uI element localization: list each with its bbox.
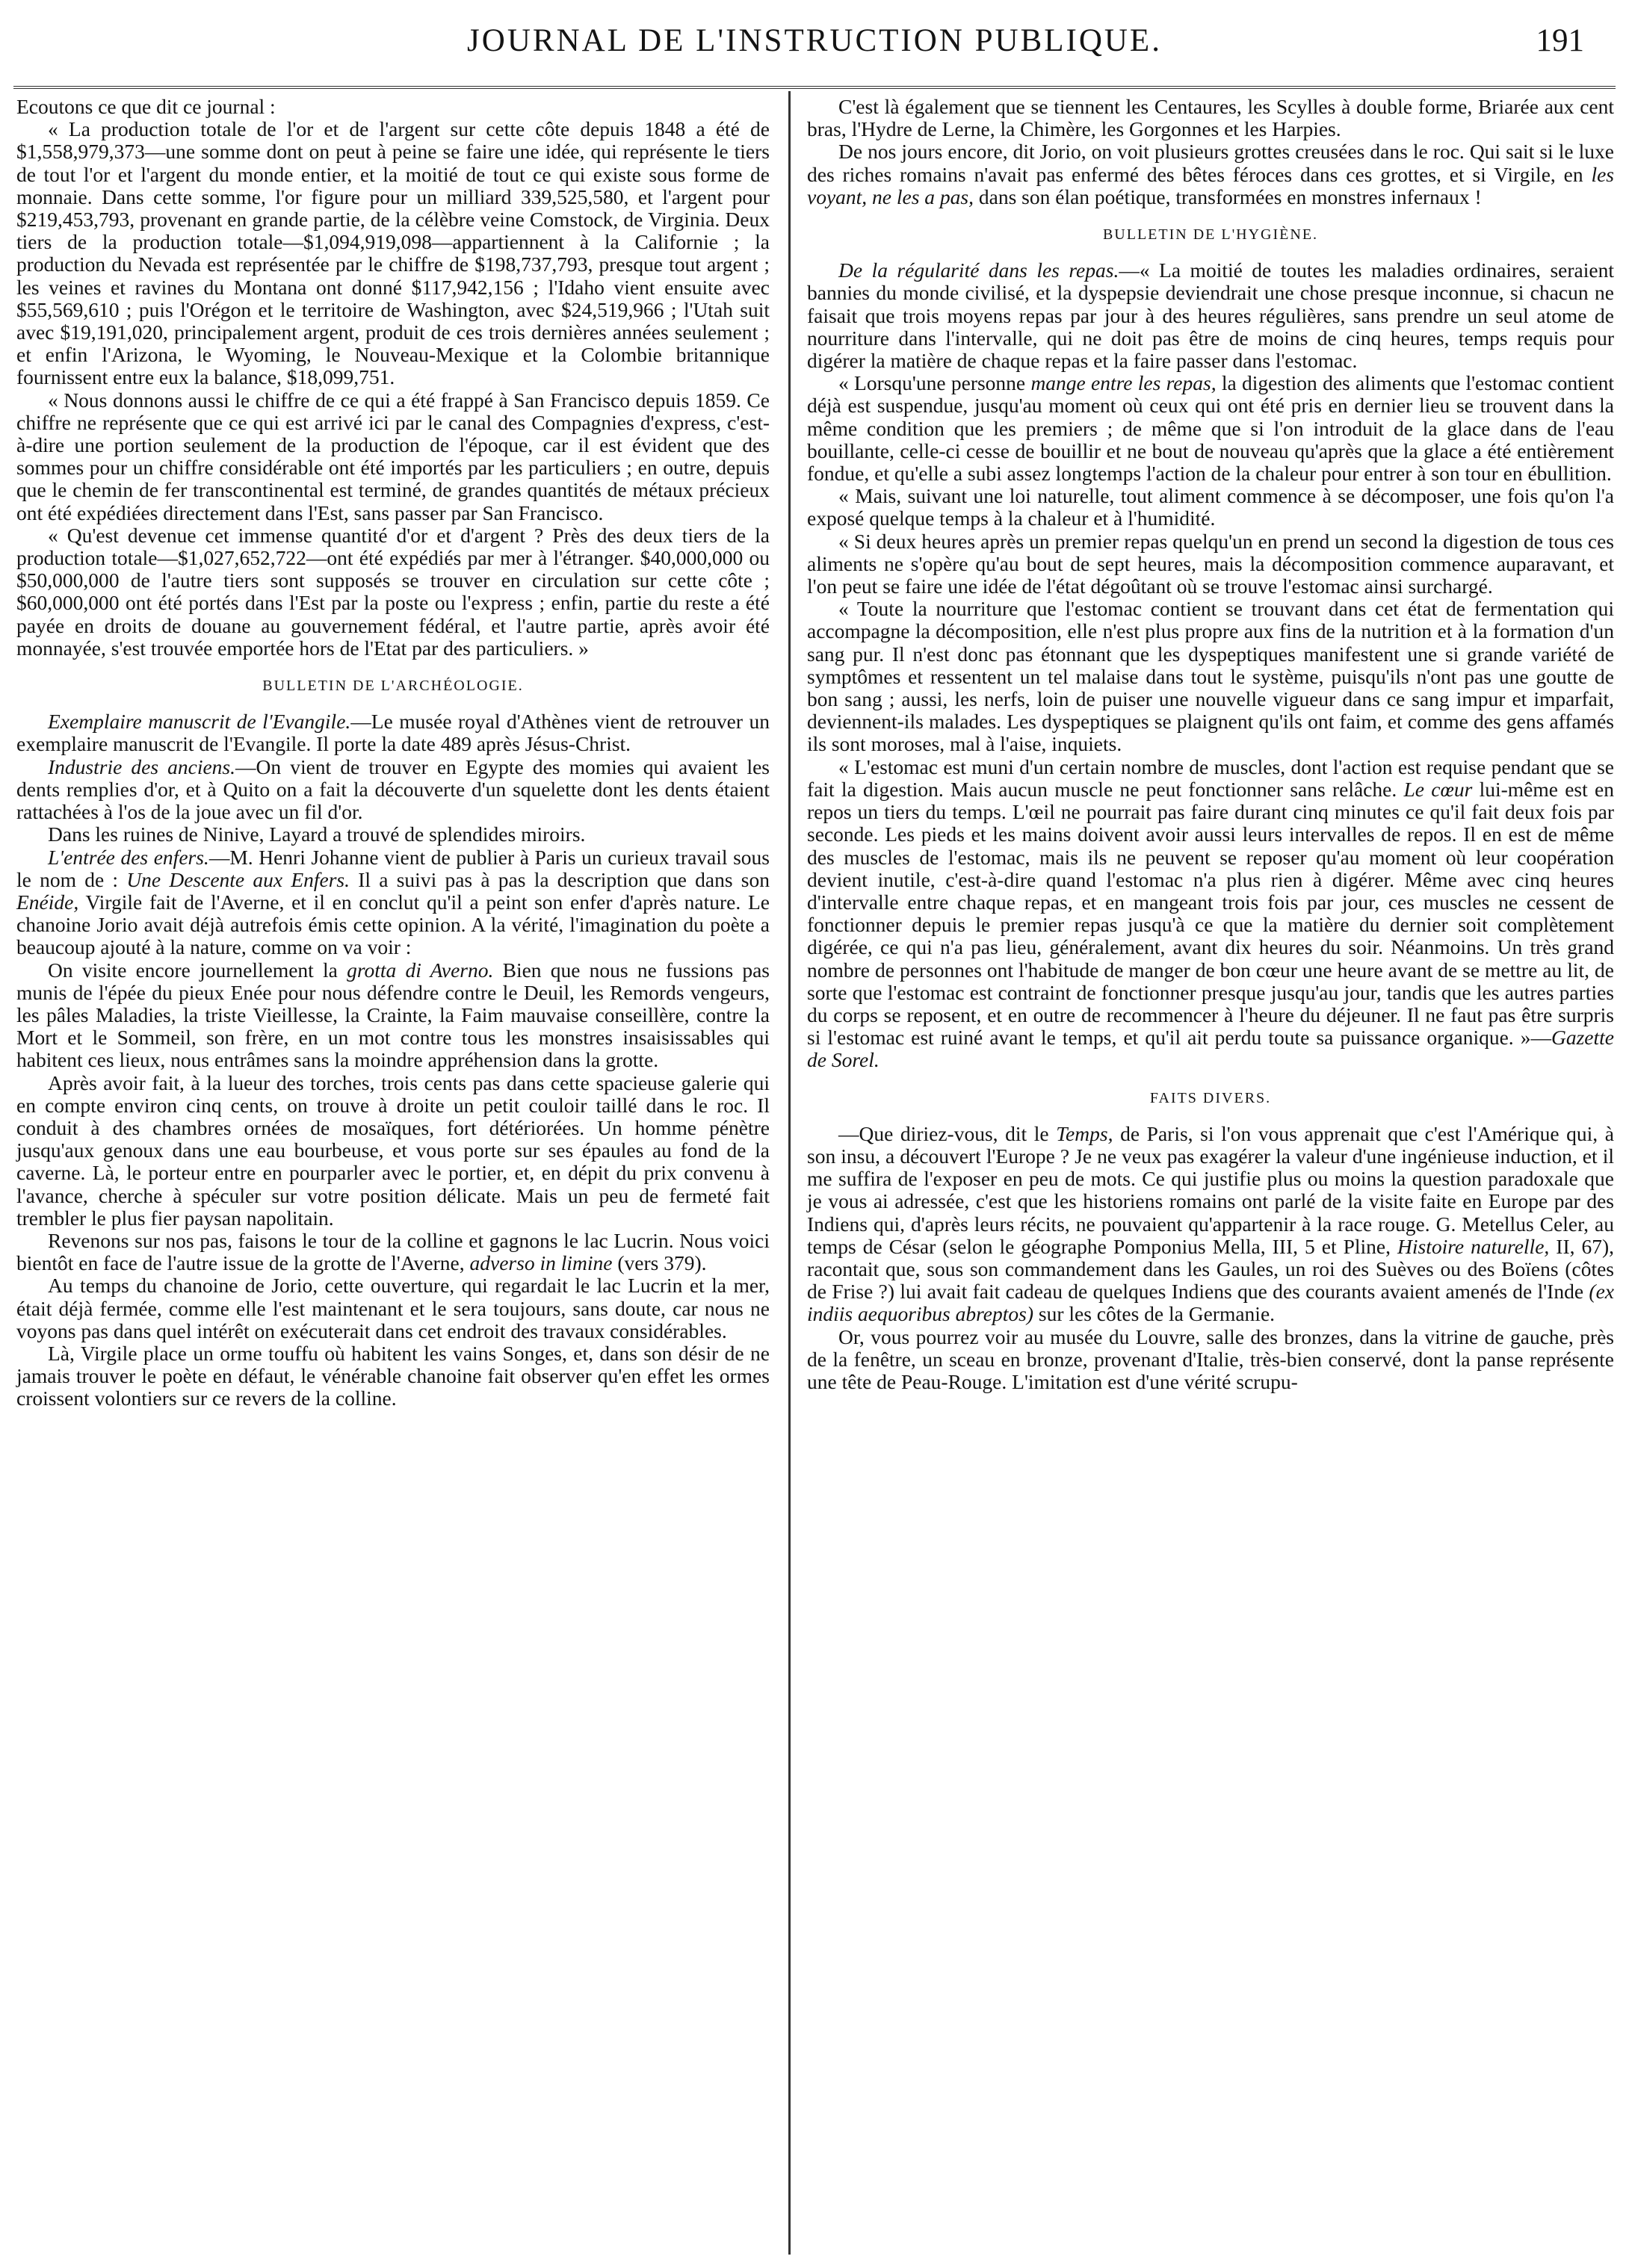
journal-title: JOURNAL DE L'INSTRUCTION PUBLIQUE. (467, 23, 1162, 58)
newspaper-name: Temps, (1056, 1121, 1113, 1145)
column-divider (788, 91, 791, 2255)
item-title: Exemplaire manuscrit de l'Evangile. (48, 710, 351, 734)
item-text: Bien que nous ne fussions pas munis de l'épée du pieux Enée pour nous défendre contre le Deuil, les Remords vengeurs, les pâles Maladies, la triste Vieillesse, la Crainte, la Faim mauvaise conseillère, contre la Mort et le Sommeil, son frère, en un mot contre tous les monstres insaisissables qui habitent ces lieux, nous entrâmes sans la moindre appréhension dans la grotte. (16, 958, 770, 1072)
paragraph: Là, Virgile place un orme touffu où habitent les vains Songes, et, dans son désir de ne jamais trouver le poète en défaut, le vénérable chanoine fait observer qu'en effet les ormes croissent volontiers sur ce revers de la colline. (16, 1341, 770, 1410)
paragraph: « Mais, suivant une loi naturelle, tout aliment commence à se décomposer, une fois qu'on l'a exposé quelque temps à la chaleur et à l'humidité. (807, 484, 1614, 530)
item-text: (vers 379). (617, 1251, 707, 1275)
item-text: « Lorsqu'une personne (838, 371, 1026, 395)
source-citation: Gazette de Sorel. (807, 1026, 1614, 1072)
paragraph: « La production totale de l'or et de l'argent sur cette côte depuis 1848 a été de $1,558,979,373—une somme dont on peut à peine se faire une idée, qui représente le tiers de tout l'or et l'argent du monde entier, et la moitié de tout ce qui existe sous forme de monnaie. Dans cette somme, l'or figure pour un milliard 339,525,580, et l'argent pour $219,453,793, provenant en grande partie, de la célèbre veine Comstock, de Virginia. Deux tiers de la production totale—$1,094,919,098—appartiennent à la Californie ; la production du Nevada est représentée par le chiffre de $198,737,793, presque tout argent ; les veines et ravines du Montana ont donné $117,942,156 ; l'Idaho vient ensuite avec $55,569,610 ; puis l'Orégon et le territoire de Washington, avec $24,519,966 ; l'Utah suit avec $19,191,020, principalement argent, produit de ces trois dernières années seulement ; et enfin l'Arizona, le Wyoming, le Nouveau-Mexique et la Colombie britannique fournissent entre eux la balance, $18,099,751. (16, 117, 770, 389)
item-text: « L'estomac est muni d'un certain nombre de muscles, dont l'action est requise pendant que se fait la digestion. Mais aucun muscle ne peut fonctionner sans relâche. (807, 755, 1614, 801)
work-title: Histoire naturelle, (1397, 1234, 1550, 1258)
paragraph: « Qu'est devenue cet immense quantité d'or et d'argent ? Près des deux tiers de la production totale—$1,027,652,722—ont été expédiés par mer à l'étranger. $40,000,000 ou $50,000,000 de l'autre tiers sont supposés se trouver en circulation sur cette côte ; $60,000,000 ont été portés dans l'Est par la poste ou l'express ; enfin, partie du reste a été payée en droits de douane au gouvernement fédéral, et l'autre partie, après avoir été monnayée, s'est trouvée emportée hors de l'Etat par des particuliers. » (16, 523, 770, 660)
paragraph: Après avoir fait, à la lueur des torches, trois cents pas dans cette spacieuse galerie qui en compte environ cinq cents, on trouve à droite un petit couloir taillé dans le roc. Il conduit à des chambres ornées de mosaïques, fort détériorées. Un homme pénètre jusqu'aux genoux dans une eau bourbeuse, et vous porte sur ses épaules au fond de la caverne. Là, le porteur entre en pourparler avec le portier, et, en dépit du prix convenu à l'avance, cherche à spéculer sur votre position délicate. Mais un peu de fermeté fait trembler le plus fier paysan napolitain. (16, 1071, 770, 1230)
item-title: L'entrée des enfers. (48, 845, 209, 869)
item-text: de Paris, si l'on vous apprenait que c'est l'Amérique qui, à son insu, a découvert l'Europe ? Je ne veux pas exagérer la valeur d'une ingénieuse induction, et il me suffira de l'exposer en peu de mots. Ce qui justifie plus ou moins la question paradoxale que je vous ai adressée, c'est que les historiens romains ont parlé de la visite faite en Europe par des Indiens qui, d'après leurs récits, ne pouvaient qu'appartenir à la race rouge. G. Metellus Celer, au temps de César (selon le géographe Pomponius Mella, III, 5 et Pline, (807, 1121, 1615, 1258)
paragraph (16, 1230, 770, 1274)
paragraph (807, 1123, 1614, 1326)
item-emphasis: mange entre les repas, (1030, 371, 1217, 395)
item-emphasis: Le cœur (1403, 777, 1473, 801)
item-text: Virgile fait de l'Averne, et il en conclut qu'il a peint son enfer d'après nature. Le chanoine Jorio avait déjà autrefois émis cette opinion. A la vérité, l'imagination du poète a beaucoup ajouté à la nature, comme on va voir : (16, 890, 770, 959)
work-title: Enéide, (16, 890, 79, 914)
paragraph (807, 259, 1614, 372)
paragraph (16, 710, 770, 755)
section-heading-hygiene: BULLETIN DE L'HYGIÈNE. (1102, 226, 1319, 244)
paragraph (807, 372, 1614, 485)
paragraph (807, 756, 1614, 1072)
latin-quote: adverso in limine (469, 1251, 613, 1275)
paragraph (16, 846, 770, 959)
paragraph: « Toute la nourriture que l'estomac contient se trouvant dans cet état de fermentation qui accompagne la décomposition, elle n'est plus propre aux fins de la nutrition et à la formation d'un sang pur. Il n'est donc pas étonnant que les dyspeptiques manifestent une si grande variété de symptômes et ressentent un tel malaise dans tout le système, puisqu'ils n'ont pas une goutte de bon sang ; aussi, les nerfs, loin de puiser une nouvelle vigueur dans ce sang impur et imparfait, deviennent-ils malades. Les dyspeptiques se plaignent qu'ils ont faim, et comme des gens affamés ils sont moroses, mal à l'aise, inquiets. (807, 597, 1614, 756)
header-rule (13, 86, 1616, 89)
item-text: lui-même est en repos un tiers du temps. L'œil ne pourrait pas faire durant cinq minutes ce qu'il fait deux fois par seconde. Les pieds et les mains doivent avoir aussi leurs intervalles de repos. Il en est de même des muscles de l'estomac, mais ils ne peuvent se reposer qu'au moment où leur coopération devient inutile, c'est-à-dire quand l'estomac n'a plus rien à digérer. Même avec cinq heures d'intervalle entre chaque repas, et en mangeant trois fois par jour, ces muscles ne cessent de fonctionner depuis le premier repas jusqu'à ce que la matière du dernier soit complètement digérée, ce qui n'a pas lieu, généralement, avant dix heures du soir. Néanmoins. Un très grand nombre de personnes ont l'habitude de manger de bon cœur une heure avant de se mettre au lit, de sorte que l'estomac est contraint de fonctionner presque jusqu'au jour, tandis que les autres parties du corps se reposent, et en outre de recommencer à l'heure du déjeuner. Il ne faut pas être surpris si l'estomac est ruiné avant le temps, et qu'il ait perdu toute sa puissance organique. »— (807, 777, 1615, 1050)
right-column (807, 96, 1614, 1393)
paragraph (16, 756, 770, 824)
paragraph: « Nous donnons aussi le chiffre de ce qui a été frappé à San Francisco depuis 1859. Ce chiffre ne représente que ce qui est arrivé ici par le canal des Compagnies d'express, c'est-à-dire une portion seulement de la production de l'époque, car il est évident que des sommes pour un chiffre considérable ont été importés par les particuliers ; en outre, depuis que le chemin de fer transcontinental est terminé, de grandes quantités de métaux précieux ont été expédiées directement dans l'Est, sans passer par San Francisco. (16, 388, 770, 524)
item-text: —« La moitié de toutes les maladies ordinaires, seraient bannies du monde civilisé, et la dyspepsie deviendrait une chose presque inconnue, si chacun ne faisait que trois moyens repas par jour à des heures régulières, sans prendre un seul atome de nourriture dans l'intervalle, qui ne doit pas être de moins de cinq heures, temps requis pour digérer la matière de chaque repas et la faire passer dans l'estomac. (807, 258, 1614, 373)
paragraph: Or, vous pourrez voir au musée du Louvre, salle des bronzes, dans la vitrine de gauche, près de la fenêtre, un sceau en bronze, provenant d'Italie, très-bien conservé, dont la panse représente une tête de Peau-Rouge. L'imitation est d'une vérité scrupu- (807, 1324, 1614, 1393)
item-text: dans son élan poétique, transformées en monstres infernaux ! (978, 185, 1482, 208)
item-text: Il a suivi pas à pas la description que dans son (358, 867, 770, 891)
section-heading-archeologie: BULLETIN DE L'ARCHÉOLOGIE. (262, 678, 524, 695)
item-text: De nos jours encore, dit Jorio, on voit plusieurs grottes creusées dans le roc. Qui sait si le luxe des riches romains n'avait pas enfermé des bêtes féroces dans ces grottes, et si Virgile, en (807, 140, 1614, 186)
item-text: II, 67), racontait que, sous son commandement dans les Gaules, un roi des Suèves ou des Boïens (côtes de Frise ?) lui avait fait cadeau de quelques Indiens que des courants avaient amenés de l'Inde (807, 1234, 1615, 1304)
item-text: la digestion des aliments que l'estomac contient déjà est suspendue, jusqu'au moment où ceux qui ont été pris en dernier lieu se trouvent dans la même condition que les premiers ; de même que si l'on introduit de la glace dans de l'eau bouillante, celle-ci cesse de bouillir et ne bout de nouveau qu'après que la glace a été entièrement fondue, et qu'elle a subi assez longtemps l'action de la chaleur pour entrer à son tour en ébullition. (807, 371, 1615, 486)
latin-quote: (ex indiis aequoribus abreptos) (807, 1280, 1614, 1326)
paragraph: Dans les ruines de Ninive, Layard a trouvé de splendides miroirs. (48, 822, 586, 846)
item-text: —Le musée royal d'Athènes vient de retrouver un exemplaire manuscrit de l'Evangile. Il porte la date 489 après Jésus-Christ. (16, 710, 770, 756)
place-name: grotta di Averno. (347, 958, 494, 982)
paragraph: Ecoutons ce que dit ce journal : (16, 95, 276, 118)
left-column (16, 96, 770, 1410)
item-emphasis: les voyant, ne les a pas, (807, 162, 1615, 208)
page-number: 191 (1536, 23, 1584, 58)
paragraph (16, 959, 770, 1072)
item-text: sur les côtes de la Germanie. (1038, 1302, 1276, 1326)
work-title: Une Descente aux Enfers. (126, 867, 350, 891)
item-text: —M. Henri Johanne vient de publier à Paris un curieux travail sous le nom de : (16, 845, 770, 891)
paragraph: « Si deux heures après un premier repas quelqu'un en prend un second la digestion de tous ces aliments ne s'opère qu'au bout de sept heures, mais la décomposition commence auparavant, et l'on peut se faire une idée de l'état dégoûtant où se trouve l'estomac ainsi surchargé. (807, 529, 1614, 598)
item-title: De la régularité dans les repas. (838, 258, 1119, 282)
paragraph: C'est là également que se tiennent les Centaures, les Scylles à double forme, Briarée aux cent bras, l'Hydre de Lerne, la Chimère, les Gorgonnes et les Harpies. (807, 95, 1614, 141)
item-text: —Que diriez-vous, dit le (838, 1121, 1049, 1145)
section-heading-faits-divers: FAITS DIVERS. (1149, 1089, 1272, 1106)
paragraph (807, 140, 1614, 208)
item-title: Industrie des anciens. (48, 755, 236, 778)
item-text: —On vient de trouver en Egypte des momies qui avaient les dents remplies d'or, et à Quito on a fait la découverte d'un squelette dont les dents étaient rattachées à l'os de la joue avec un fil d'or. (16, 755, 770, 824)
item-text: Revenons sur nos pas, faisons le tour de la colline et gagnons le lac Lucrin. Nous voici bientôt en face de l'autre issue de la grotte de l'Averne, (16, 1228, 770, 1275)
page-header (0, 0, 1629, 64)
item-text: On visite encore journellement la (48, 958, 338, 982)
paragraph: Au temps du chanoine de Jorio, cette ouverture, qui regardait le lac Lucrin et la mer, était déjà fermée, comme elle l'est maintenant et le sera toujours, sans doute, car nous ne voyons pas dans quel intérêt on exécuterait dans cet endroit des travaux considérables. (16, 1274, 770, 1342)
